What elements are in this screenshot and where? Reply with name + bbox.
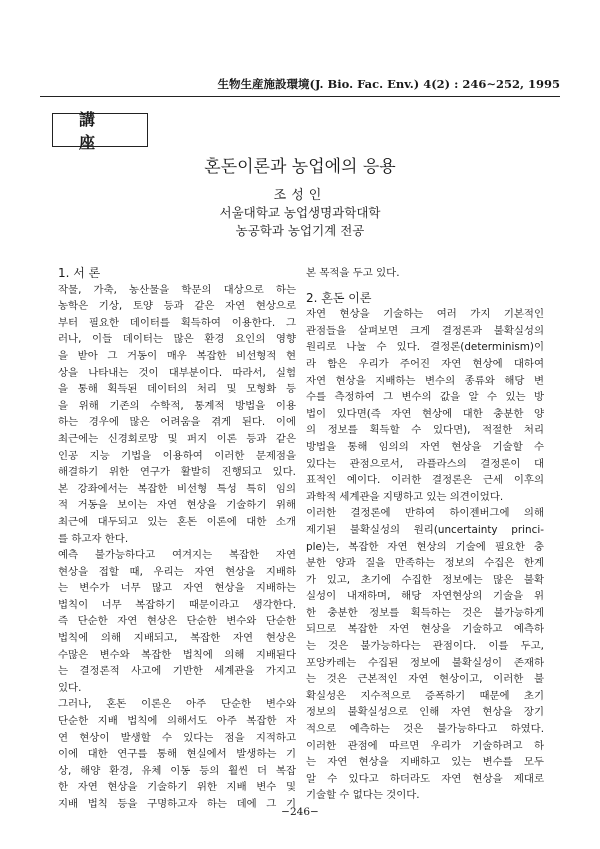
text-line: 알 수 있다고 하더라도 자연 현상을 제대로 xyxy=(306,772,544,785)
text-line: 방법을 통해 임의의 자연 현상을 기술할 수 xyxy=(306,440,544,453)
text-line: 수많은 변수와 복잡한 법칙에 의해 지배된다 xyxy=(58,648,296,661)
text-line: 작물, 가축, 농산물을 학문의 대상으로 하는 xyxy=(58,283,296,296)
paragraph-gap xyxy=(306,282,544,290)
text-line: 가 있고, 초기에 수집한 정보에는 많은 불확 xyxy=(306,573,544,586)
text-line: 포앙카레는 수집된 정보에 불확실성이 존재하 xyxy=(306,656,544,669)
text-line: 이러한 관점에 따르면 우리가 기술하려고 하 xyxy=(306,739,544,752)
text-line: 최근에는 신경회로망 및 퍼지 이론 등과 같은 xyxy=(58,432,296,445)
text-line: 해결하기 위한 연구가 활발히 진행되고 있다. xyxy=(58,466,296,479)
text-line: 원리로 나눌 수 있다. 결정론(determinism)이 xyxy=(306,341,544,354)
text-line: 관점들을 살펴보면 크게 결정론과 불확실성의 xyxy=(306,324,544,337)
section-heading: 2. 혼돈 이론 xyxy=(306,290,372,305)
text-line: 법칙이 너무 복잡하기 때문이라고 생각한다. xyxy=(58,598,296,611)
author-name: 조성인 xyxy=(273,188,327,203)
text-line: 그러나, 혼돈 이론은 아주 단순한 변수와 xyxy=(58,698,296,711)
text-line: 표적인 예이다. 이러한 결정론은 근세 이후의 xyxy=(306,474,544,487)
text-line: 는 변수가 너무 많고 자연 현상을 지배하는 xyxy=(58,582,296,595)
text-line: 을 통해 획득된 데이터의 처리 및 모형화 등 xyxy=(58,383,296,396)
affiliation-line: 서울대학교 농업생명과학대학 xyxy=(219,205,381,220)
text-line: 법이 있다면(즉 자연 현상에 대한 충분한 양 xyxy=(306,407,544,420)
text-line: 지배 법칙 등을 구명하고자 하는 데에 그 기 xyxy=(58,798,296,810)
text-line: 기술할 수 없다는 것이다. xyxy=(306,789,420,802)
right-column xyxy=(306,265,544,804)
left-column xyxy=(58,265,296,813)
text-line: 는 것은 불가능하다는 관점이다. 이를 두고, xyxy=(306,640,544,653)
text-line: 적 거동을 보이는 자연 현상을 기술하기 위해 xyxy=(58,499,296,512)
text-line: 본 강좌에서는 복잡한 비선형 특성 특히 임의 xyxy=(58,482,296,495)
text-line: 농학은 기상, 토양 등과 같은 자연 현상으로 xyxy=(58,300,296,313)
text-line: 인공 지능 기법을 이용하여 이러한 문제점을 xyxy=(58,449,296,462)
journal-citation: 生物生産施設環境(J. Bio. Fac. Env.) 4(2) : 246∼252, 1995 xyxy=(217,77,560,91)
text-line: 확실성은 지수적으로 증폭하기 때문에 초기 xyxy=(306,689,544,702)
text-line: 상을 나타내는 것이 대부분이다. 따라서, 실험 xyxy=(58,366,296,379)
section-heading: 1. 서 론 xyxy=(58,266,101,280)
text-line: 최근에 대두되고 있는 혼돈 이론에 대한 소개 xyxy=(58,515,296,528)
text-line: 있다. xyxy=(58,681,82,694)
text-line: 이러한 결정론에 반하여 하이젠버그에 의해 xyxy=(306,507,544,520)
affiliation-line: 농공학과 농업기계 전공 xyxy=(235,223,365,238)
text-line: 본 목적을 두고 있다. xyxy=(306,267,400,279)
text-line: 는 결정론적 사고에 기반한 세계관을 가지고 xyxy=(58,665,296,678)
text-line: 상, 해양 환경, 유체 이동 등의 훨씬 더 복잡 xyxy=(58,764,296,777)
text-line: 즉 단순한 자연 현상은 단순한 변수와 단순한 xyxy=(58,615,296,628)
text-line: 한 자연 현상을 기술하기 위한 지배 변수 및 xyxy=(58,781,296,794)
text-line: 을 받아 그 거동이 매우 복잡한 비선형적 현 xyxy=(58,349,296,362)
text-line: 자연 현상을 기술하는 여러 가지 기본적인 xyxy=(306,308,544,321)
text-line: ple)는, 복잡한 자연 현상의 기술에 필요한 충 xyxy=(306,540,544,553)
section-label-box: 講座 xyxy=(52,113,148,147)
text-line: 예측 불가능하다고 여겨지는 복잡한 자연 xyxy=(58,549,296,562)
header-divider xyxy=(40,96,560,97)
text-line: 실성이 내재하며, 해당 자연현상의 기술을 위 xyxy=(306,590,544,603)
text-line: 을 위해 기존의 수학적, 통계적 방법을 이용 xyxy=(58,399,296,412)
text-line: 수를 측정하여 그 변수의 값을 알 수 있는 방 xyxy=(306,391,544,404)
text-line: 러나, 이들 데이터는 많은 환경 요인의 영향 xyxy=(58,333,296,346)
text-line: 연 현상이 발생할 수 있다는 점을 지적하고 xyxy=(58,731,296,744)
text-line: 는 것은 근본적인 자연 현상이고, 이러한 불 xyxy=(306,673,544,686)
text-line: 적으로 예측하는 것은 불가능하다고 하였다. xyxy=(306,723,544,736)
text-line: 정보의 불확실성으로 인해 자연 현상을 장기 xyxy=(306,706,544,719)
text-line: 되므로 복잡한 자연 현상을 기술하고 예측하 xyxy=(306,623,544,636)
text-line: 있다는 관점으로서, 라플라스의 결정론이 대 xyxy=(306,457,544,470)
text-line: 분한 양과 질을 만족하는 정보의 수집은 한계 xyxy=(306,557,544,570)
text-line: 법칙에 의해 지배되고, 복잡한 자연 현상은 xyxy=(58,632,296,645)
text-line: 의 정보를 획득할 수 있다면), 적절한 처리 xyxy=(306,424,544,437)
article-title: 혼돈이론과 농업에의 응용 xyxy=(204,157,396,177)
text-line: 과학적 세계관을 지탱하고 있는 의견이었다. xyxy=(306,490,504,503)
text-line: 하는 경우에 많은 어려움을 겪게 된다. 이에 xyxy=(58,416,296,429)
text-line: 자연 현상을 지배하는 변수의 종류와 해당 변 xyxy=(306,374,544,387)
text-line: 라 함은 우리가 주어진 자연 현상에 대하여 xyxy=(306,357,544,370)
text-line: 는 자연 현상을 지배하고 있는 변수를 모두 xyxy=(306,756,544,769)
text-line: 를 하고자 한다. xyxy=(58,532,129,545)
text-line: 제기된 불확실성의 원리(uncertainty princi- xyxy=(306,523,544,536)
text-line: 현상을 접할 때, 우리는 자연 현상을 지배하 xyxy=(58,565,296,578)
text-line: 단순한 지배 법칙에 의해서도 아주 복잡한 자 xyxy=(58,715,296,728)
text-line: 부터 필요한 데이터를 획득하여 이용한다. 그 xyxy=(58,316,296,329)
page-number: −246− xyxy=(281,806,319,818)
text-line: 이에 대한 연구를 통해 현실에서 발생하는 기 xyxy=(58,748,296,761)
text-line: 한 충분한 정보를 획득하는 것은 불가능하게 xyxy=(306,606,544,619)
